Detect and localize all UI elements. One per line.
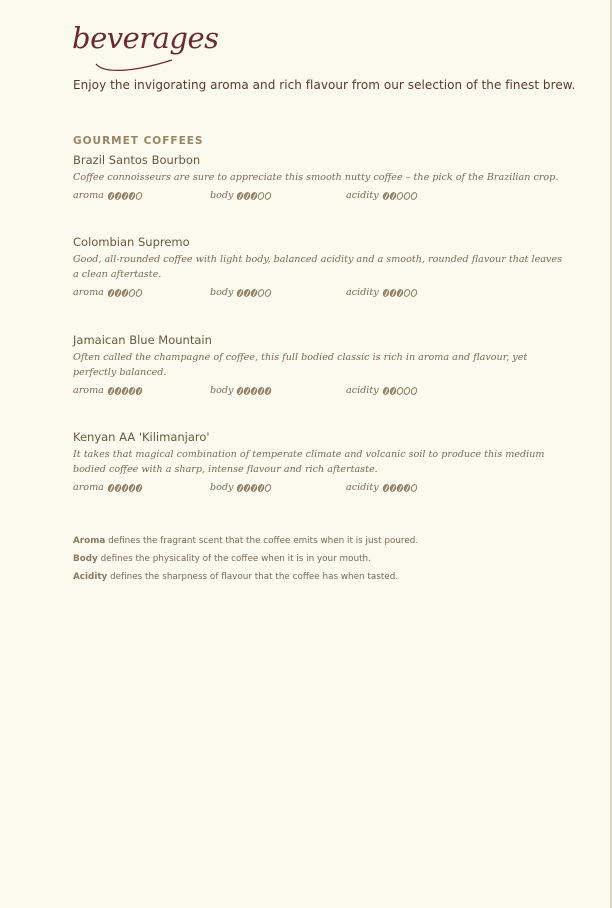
definition-term: Acidity [73, 572, 108, 582]
coffee-bean-empty-icon [264, 483, 273, 493]
definition-term: Aroma [73, 536, 106, 546]
definition-text: defines the physicality of the coffee when it is in your mouth. [100, 554, 371, 564]
rating-acidity [346, 287, 417, 298]
bean-rating [237, 387, 271, 395]
coffee-description: Often called the champagne of coffee, this full bodied classic is rich in aroma and flavour, yet perfectly balanced. [73, 352, 528, 378]
rating-label: acidity [346, 287, 379, 298]
definition-body [73, 550, 418, 568]
coffee-name: Jamaican Blue Mountain [73, 333, 212, 347]
definition-term: Body [73, 554, 98, 564]
rating-acidity [346, 482, 417, 493]
bean-rating [237, 484, 271, 492]
coffee-item [73, 333, 563, 399]
coffee-description: It takes that magical combination of temperate climate and volcanic soil to produce this medium bodied coffee with a sharp, intense flavour and rich aftertaste. [73, 449, 545, 475]
definitions [73, 532, 418, 586]
definition-text: defines the sharpness of flavour that the coffee has when tasted. [110, 572, 399, 582]
rating-body [210, 190, 271, 201]
rating-label: aroma [73, 190, 104, 201]
coffee-bean-empty-icon [409, 191, 418, 201]
rating-label: acidity [346, 190, 379, 201]
bean-rating [108, 289, 142, 297]
rating-label: acidity [346, 482, 379, 493]
coffee-bean-empty-icon [409, 386, 418, 396]
rating-body [210, 287, 271, 298]
menu-title [72, 21, 219, 74]
title-swash-icon [94, 58, 174, 74]
rating-body [210, 385, 271, 396]
coffee-bean-filled-icon [264, 386, 273, 396]
coffee-bean-filled-icon [134, 483, 143, 493]
rating-aroma [73, 482, 142, 493]
rating-body [210, 482, 271, 493]
coffee-bean-empty-icon [134, 288, 143, 298]
coffee-bean-empty-icon [264, 288, 273, 298]
coffee-item [73, 430, 563, 496]
title-text: beverages [72, 21, 219, 55]
bean-rating [383, 192, 417, 200]
coffee-name: Kenyan AA 'Kilimanjaro' [73, 430, 210, 444]
rating-label: aroma [73, 385, 104, 396]
rating-label: aroma [73, 482, 104, 493]
definition-text: defines the fragrant scent that the coffee emits when it is just poured. [108, 536, 419, 546]
coffee-bean-empty-icon [134, 191, 143, 201]
rating-aroma [73, 287, 142, 298]
bean-rating [383, 484, 417, 492]
bean-rating [237, 192, 271, 200]
bean-rating [237, 289, 271, 297]
coffee-ratings [73, 287, 563, 301]
definition-aroma [73, 532, 418, 550]
coffee-bean-empty-icon [409, 288, 418, 298]
rating-label: body [210, 190, 234, 201]
coffee-bean-empty-icon [264, 191, 273, 201]
coffee-description: Coffee connoisseurs are sure to appreciate this smooth nutty coffee – the pick of the Brazilian crop. [73, 172, 559, 183]
intro-text: Enjoy the invigorating aroma and rich flavour from our selection of the finest brew. [73, 78, 576, 92]
section-heading: GOURMET COFFEES [73, 135, 204, 147]
coffee-ratings [73, 482, 563, 496]
rating-label: acidity [346, 385, 379, 396]
coffee-item [73, 153, 563, 204]
bean-rating [108, 484, 142, 492]
rating-acidity [346, 190, 417, 201]
rating-label: body [210, 287, 234, 298]
rating-acidity [346, 385, 417, 396]
coffee-bean-filled-icon [134, 386, 143, 396]
rating-aroma [73, 190, 142, 201]
rating-label: body [210, 385, 234, 396]
bean-rating [383, 387, 417, 395]
rating-aroma [73, 385, 142, 396]
coffee-name: Brazil Santos Bourbon [73, 153, 201, 167]
bean-rating [108, 387, 142, 395]
definition-acidity [73, 568, 418, 586]
coffee-bean-empty-icon [409, 483, 418, 493]
coffee-item [73, 235, 563, 301]
coffee-description: Good, all-rounded coffee with light body, balanced acidity and a smooth, rounded flavour that leaves a clean aftertaste. [73, 254, 562, 280]
bean-rating [383, 289, 417, 297]
coffee-ratings [73, 190, 563, 204]
rating-label: aroma [73, 287, 104, 298]
coffee-name: Colombian Supremo [73, 235, 190, 249]
rating-label: body [210, 482, 234, 493]
coffee-ratings [73, 385, 563, 399]
bean-rating [108, 192, 142, 200]
